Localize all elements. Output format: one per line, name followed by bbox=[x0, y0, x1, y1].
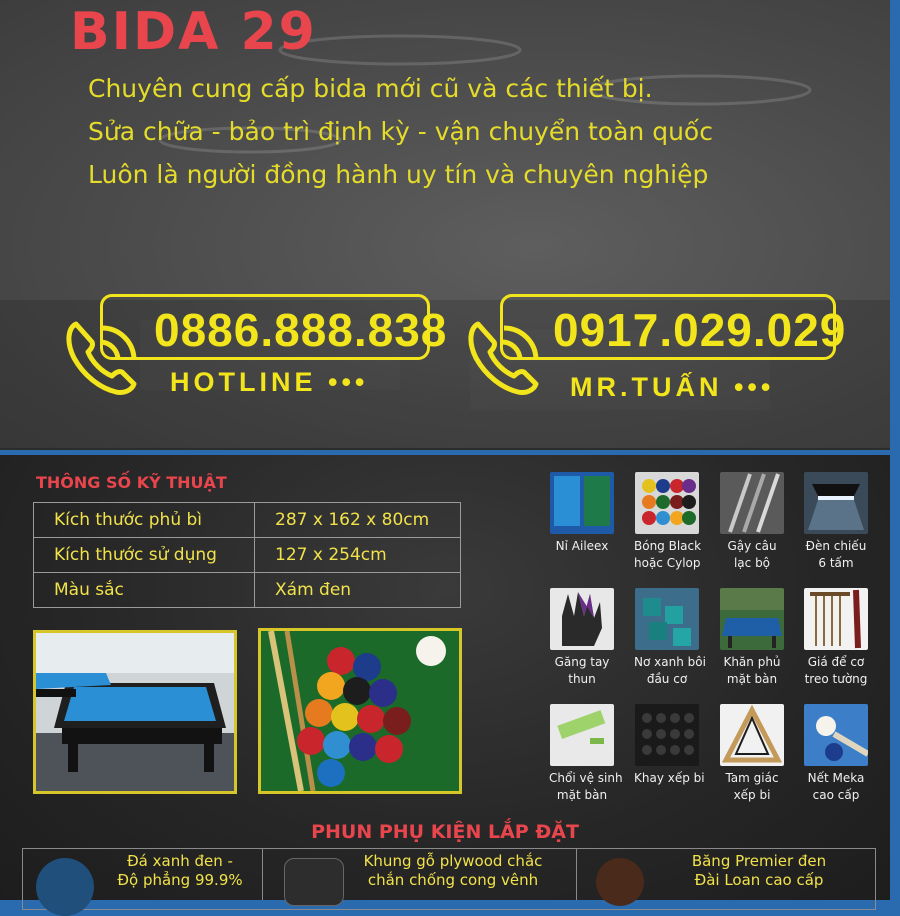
table-row bbox=[34, 573, 461, 608]
tagline-2: Sửa chữa - bảo trì định kỳ - vận chuyển toàn quốc bbox=[88, 117, 713, 146]
accessory-label: Nết Meka bbox=[807, 771, 865, 785]
accessory-label-2: 6 tấm bbox=[818, 556, 854, 570]
pool-table-image bbox=[36, 633, 234, 791]
accessory-cloth[interactable] bbox=[549, 472, 615, 555]
accessory-label: Gậy câu bbox=[727, 539, 777, 553]
install-item-line: Băng Premier đen bbox=[691, 852, 827, 870]
billiard-balls-image bbox=[261, 631, 459, 791]
accessory-ball-tray[interactable] bbox=[634, 704, 705, 787]
divider bbox=[262, 848, 263, 900]
ball-tray-icon bbox=[635, 704, 699, 766]
accessory-label-2: đầu cơ bbox=[646, 672, 688, 686]
accessory-label: Găng tay bbox=[554, 655, 610, 669]
install-item-3 bbox=[664, 852, 854, 890]
spec-value: 287 x 162 x 80cm bbox=[255, 503, 461, 538]
accessory-chalk[interactable] bbox=[634, 588, 706, 688]
accessory-label-2: cao cấp bbox=[812, 788, 860, 802]
accessory-label-2: mặt bàn bbox=[726, 672, 778, 686]
accessory-balls[interactable] bbox=[634, 472, 700, 572]
cloth-icon bbox=[550, 472, 614, 534]
spec-key: Kích thước phủ bì bbox=[34, 503, 255, 538]
accessory-label-2: mặt bàn bbox=[556, 788, 608, 802]
spec-value: Xám đen bbox=[255, 573, 461, 608]
glove-icon bbox=[550, 588, 614, 650]
spec-key: Kích thước sử dụng bbox=[34, 538, 255, 573]
tagline-1: Chuyên cung cấp bida mới cũ và các thiết bị. bbox=[88, 74, 653, 103]
cushion-rail-icon bbox=[596, 858, 644, 906]
accessory-label: Tam giác bbox=[725, 771, 779, 785]
install-item-line: Độ phẳng 99.9% bbox=[117, 871, 243, 889]
table-cover-icon bbox=[720, 588, 784, 650]
business-card-front bbox=[0, 0, 890, 450]
cue-rack-icon bbox=[804, 588, 868, 650]
accessory-label: Nơ xanh bôi bbox=[634, 655, 706, 669]
accessory-brush[interactable] bbox=[549, 704, 623, 804]
hotline-number[interactable]: 0886.888.838 bbox=[154, 304, 448, 356]
balls-icon bbox=[635, 472, 699, 534]
accessory-label-2: thun bbox=[568, 672, 596, 686]
triangle-rack-icon bbox=[720, 704, 784, 766]
spec-value: 127 x 254cm bbox=[255, 538, 461, 573]
install-item-1 bbox=[100, 852, 260, 890]
install-item-line: Đài Loan cao cấp bbox=[694, 871, 824, 889]
spec-key: Màu sắc bbox=[34, 573, 255, 608]
hotline-label: HOTLINE ••• bbox=[170, 367, 369, 397]
install-item-line: Đá xanh đen - bbox=[127, 852, 233, 870]
pool-table-photo bbox=[33, 630, 237, 794]
spec-table bbox=[33, 502, 461, 608]
wood-frame-icon bbox=[284, 858, 344, 906]
accessory-glove[interactable] bbox=[549, 588, 615, 688]
accessory-label: Đèn chiếu bbox=[805, 539, 867, 553]
mr-tuan-label: MR.TUẤN ••• bbox=[570, 372, 775, 402]
table-row bbox=[34, 538, 461, 573]
accessory-label: Nỉ Aileex bbox=[555, 539, 609, 553]
accessory-label-2: treo tường bbox=[804, 672, 868, 686]
accessory-triangle-rack[interactable] bbox=[719, 704, 785, 804]
accessory-label: Giá để cơ bbox=[807, 655, 865, 669]
accessory-cue-rack[interactable] bbox=[803, 588, 869, 688]
divider bbox=[576, 848, 577, 900]
install-item-line: chắn chống cong vênh bbox=[367, 871, 539, 889]
accessory-label-2: xếp bi bbox=[733, 788, 771, 802]
accessory-label-2: hoặc Cylop bbox=[634, 556, 701, 570]
accessory-cues[interactable] bbox=[719, 472, 785, 572]
accessory-lamp[interactable] bbox=[803, 472, 869, 572]
accessory-label-2: lạc bộ bbox=[733, 556, 771, 570]
tagline-3: Luôn là người đồng hành uy tín và chuyên nghiệp bbox=[88, 160, 709, 189]
lamp-icon bbox=[804, 472, 868, 534]
spec-title: THÔNG SỐ KỸ THUẬT bbox=[36, 473, 227, 492]
chalk-icon bbox=[635, 588, 699, 650]
mr-tuan-number[interactable]: 0917.029.029 bbox=[553, 304, 847, 356]
stone-slab-icon bbox=[36, 858, 94, 916]
accessory-table-cover[interactable] bbox=[719, 588, 785, 688]
cue-tip-icon bbox=[804, 704, 868, 766]
brush-icon bbox=[550, 704, 614, 766]
accessory-label: Chổi vệ sinh bbox=[549, 771, 623, 785]
accessory-label: Bóng Black bbox=[634, 539, 702, 553]
install-item-2 bbox=[350, 852, 556, 890]
install-item-line: Khung gỗ plywood chắc bbox=[363, 852, 543, 870]
billiard-balls-photo bbox=[258, 628, 462, 794]
accessory-label: Khăn phủ bbox=[723, 655, 781, 669]
install-title: PHUN PHỤ KIỆN LẮP ĐẶT bbox=[311, 821, 579, 843]
table-row bbox=[34, 503, 461, 538]
brand-title: BIDA 29 bbox=[70, 2, 317, 62]
cues-icon bbox=[720, 472, 784, 534]
accessory-label: Khay xếp bi bbox=[634, 771, 705, 785]
accessory-cue-tip[interactable] bbox=[803, 704, 869, 804]
